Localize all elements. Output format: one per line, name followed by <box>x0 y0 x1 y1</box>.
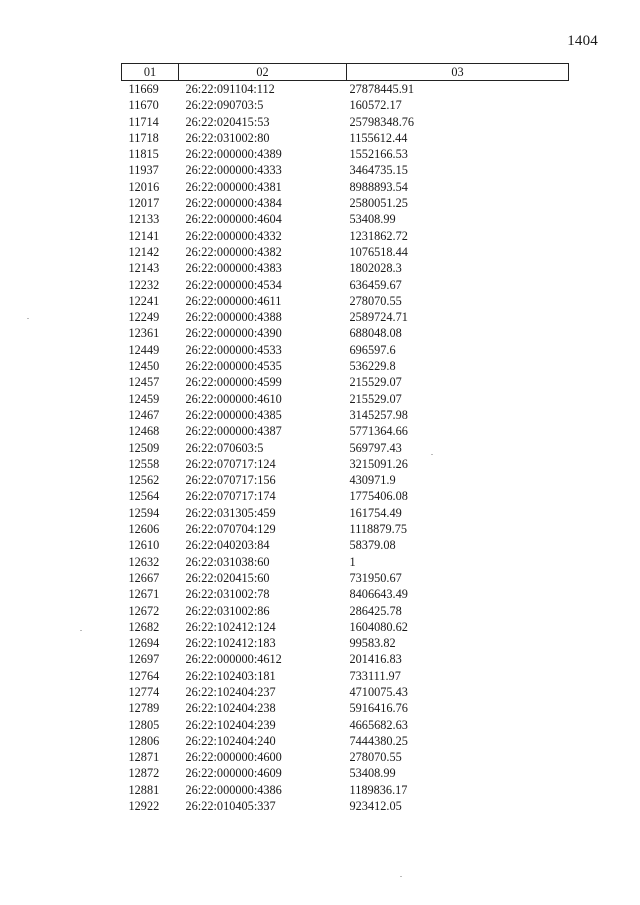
cell-id: 12449 <box>128 342 160 357</box>
cell-cadastral-number: 26:22:102404:237 <box>185 684 276 699</box>
cell-cadastral-number: 26:22:000000:4533 <box>185 342 282 357</box>
cell-id: 12764 <box>128 668 160 683</box>
table-row <box>122 651 569 667</box>
cell-cadastral-number: 26:22:000000:4333 <box>185 163 282 178</box>
table-row <box>122 733 569 749</box>
table-row <box>122 554 569 570</box>
cell-id: 12143 <box>128 261 160 276</box>
scan-speck <box>80 630 82 631</box>
cell-id: 12558 <box>128 456 160 471</box>
table-row <box>122 798 569 814</box>
cell-cadastral-number: 26:22:102404:239 <box>185 717 276 732</box>
cell-value: 8406643.49 <box>349 587 408 602</box>
cell-id: 12671 <box>128 587 160 602</box>
table-row <box>122 358 569 374</box>
cell-value: 215529.07 <box>349 375 402 390</box>
cell-value: 1552166.53 <box>349 147 408 162</box>
cell-value: 430971.9 <box>349 473 396 488</box>
table-row <box>122 114 569 130</box>
cell-id: 12133 <box>128 212 160 227</box>
cell-value: 5771364.66 <box>349 424 408 439</box>
data-table-container <box>121 63 568 814</box>
cell-value: 2589724.71 <box>349 310 408 325</box>
table-row <box>122 293 569 309</box>
cell-value: 1775406.08 <box>349 489 408 504</box>
cell-value: 923412.05 <box>349 799 402 814</box>
cell-cadastral-number: 26:22:000000:4604 <box>185 212 282 227</box>
cell-id: 12872 <box>128 766 160 781</box>
cell-value: 27878445.91 <box>349 82 415 96</box>
cell-cadastral-number: 26:22:000000:4384 <box>185 196 282 211</box>
cell-cadastral-number: 26:22:010405:337 <box>185 799 276 814</box>
cell-value: 286425.78 <box>349 603 402 618</box>
cell-value: 53408.99 <box>349 766 396 781</box>
cell-cadastral-number: 26:22:000000:4390 <box>185 326 282 341</box>
cell-value: 1604080.62 <box>349 619 408 634</box>
cell-value: 3464735.15 <box>349 163 408 178</box>
table-row <box>122 700 569 716</box>
cell-id: 12016 <box>128 179 160 194</box>
table-row <box>122 130 569 146</box>
cell-id: 12805 <box>128 717 160 732</box>
cell-cadastral-number: 26:22:070704:129 <box>185 522 276 537</box>
table-row <box>122 391 569 407</box>
cell-id: 12141 <box>128 228 160 243</box>
table-row <box>122 603 569 619</box>
cell-id: 12682 <box>128 619 160 634</box>
cell-id: 12881 <box>128 782 160 797</box>
cell-id: 12450 <box>128 359 160 374</box>
cell-cadastral-number: 26:22:102404:238 <box>185 701 276 716</box>
cell-id: 12871 <box>128 750 160 765</box>
table-row <box>122 717 569 733</box>
table-row <box>122 765 569 781</box>
cell-value: 3215091.26 <box>349 456 408 471</box>
cell-cadastral-number: 26:22:031002:80 <box>185 130 270 145</box>
table-row <box>122 211 569 227</box>
table-row <box>122 195 569 211</box>
cell-id: 12789 <box>128 701 160 716</box>
cell-cadastral-number: 26:22:020415:53 <box>185 114 270 129</box>
cell-id: 11937 <box>128 163 159 178</box>
cell-cadastral-number: 26:22:000000:4534 <box>185 277 282 292</box>
cell-id: 11669 <box>128 82 159 96</box>
cell-cadastral-number: 26:22:000000:4599 <box>185 375 282 390</box>
table-row <box>122 782 569 798</box>
cell-cadastral-number: 26:22:020415:60 <box>185 570 270 585</box>
table-row <box>122 423 569 439</box>
table-row <box>122 179 569 195</box>
cell-id: 12232 <box>128 277 160 292</box>
cell-value: 58379.08 <box>349 538 396 553</box>
cell-cadastral-number: 26:22:000000:4386 <box>185 782 282 797</box>
cell-cadastral-number: 26:22:031038:60 <box>185 554 270 569</box>
table-body <box>122 81 569 815</box>
cell-id: 12562 <box>128 473 160 488</box>
table-row <box>122 97 569 113</box>
cell-value: 278070.55 <box>349 750 402 765</box>
table-row <box>122 146 569 162</box>
scan-speck <box>400 876 402 877</box>
cell-value: 1118879.75 <box>349 522 407 537</box>
cell-cadastral-number: 26:22:070603:5 <box>185 440 264 455</box>
table-row <box>122 277 569 293</box>
cell-value: 160572.17 <box>349 98 402 113</box>
table-row <box>122 374 569 390</box>
cell-id: 11718 <box>128 130 159 145</box>
cell-value: 1802028.3 <box>349 261 402 276</box>
cell-value: 733111.97 <box>349 668 401 683</box>
cell-cadastral-number: 26:22:091104:112 <box>185 82 275 96</box>
table-row <box>122 309 569 325</box>
table-row <box>122 586 569 602</box>
cell-id: 12457 <box>128 375 160 390</box>
cell-value: 5916416.76 <box>349 701 408 716</box>
cell-value: 53408.99 <box>349 212 396 227</box>
cell-id: 12017 <box>128 196 160 211</box>
cell-cadastral-number: 26:22:000000:4383 <box>185 261 282 276</box>
cell-cadastral-number: 26:22:070717:174 <box>185 489 276 504</box>
cell-id: 12241 <box>128 293 160 308</box>
cell-id: 12610 <box>128 538 160 553</box>
cell-id: 12697 <box>128 652 160 667</box>
cell-value: 201416.83 <box>349 652 402 667</box>
cell-cadastral-number: 26:22:000000:4610 <box>185 391 282 406</box>
cell-id: 12667 <box>128 570 160 585</box>
table-row <box>122 228 569 244</box>
cell-cadastral-number: 26:22:000000:4387 <box>185 424 282 439</box>
cell-value: 278070.55 <box>349 293 402 308</box>
cell-value: 25798348.76 <box>349 114 415 129</box>
cell-cadastral-number: 26:22:000000:4388 <box>185 310 282 325</box>
table-header-row <box>122 64 569 81</box>
cell-cadastral-number: 26:22:000000:4612 <box>185 652 282 667</box>
cell-value: 569797.43 <box>349 440 402 455</box>
table-row <box>122 456 569 472</box>
cell-cadastral-number: 26:22:102412:183 <box>185 636 276 651</box>
cell-value: 1189836.17 <box>349 782 408 797</box>
column-header-02: 02 <box>179 64 347 81</box>
cell-id: 11815 <box>128 147 159 162</box>
table-row <box>122 570 569 586</box>
data-table <box>121 63 569 814</box>
cell-value: 4710075.43 <box>349 684 408 699</box>
cell-id: 12594 <box>128 505 160 520</box>
cell-cadastral-number: 26:22:000000:4600 <box>185 750 282 765</box>
cell-id: 12564 <box>128 489 160 504</box>
cell-id: 12922 <box>128 799 160 814</box>
cell-value: 161754.49 <box>349 505 402 520</box>
cell-id: 12672 <box>128 603 160 618</box>
cell-id: 12606 <box>128 522 160 537</box>
cell-id: 12509 <box>128 440 160 455</box>
cell-cadastral-number: 26:22:000000:4385 <box>185 407 282 422</box>
cell-value: 696597.6 <box>349 342 396 357</box>
cell-cadastral-number: 26:22:031002:86 <box>185 603 270 618</box>
cell-value: 636459.67 <box>349 277 402 292</box>
cell-cadastral-number: 26:22:040203:84 <box>185 538 270 553</box>
cell-value: 1155612.44 <box>349 130 408 145</box>
cell-id: 12632 <box>128 554 160 569</box>
cell-id: 12774 <box>128 684 160 699</box>
table-row <box>122 472 569 488</box>
cell-cadastral-number: 26:22:000000:4389 <box>185 147 282 162</box>
table-row <box>122 749 569 765</box>
cell-cadastral-number: 26:22:000000:4382 <box>185 244 282 259</box>
table-row <box>122 162 569 178</box>
cell-value: 215529.07 <box>349 391 402 406</box>
table-row <box>122 244 569 260</box>
cell-cadastral-number: 26:22:000000:4332 <box>185 228 282 243</box>
scan-speck <box>431 454 433 455</box>
page-number: 1404 <box>567 33 598 49</box>
cell-value: 4665682.63 <box>349 717 408 732</box>
cell-cadastral-number: 26:22:102412:124 <box>185 619 276 634</box>
table-row <box>122 81 569 98</box>
cell-value: 1 <box>349 554 356 569</box>
cell-cadastral-number: 26:22:102404:240 <box>185 733 276 748</box>
cell-value: 731950.67 <box>349 570 402 585</box>
cell-cadastral-number: 26:22:000000:4535 <box>185 359 282 374</box>
cell-cadastral-number: 26:22:000000:4609 <box>185 766 282 781</box>
cell-cadastral-number: 26:22:031305:459 <box>185 505 276 520</box>
cell-value: 536229.8 <box>349 359 396 374</box>
table-row <box>122 668 569 684</box>
table-row <box>122 342 569 358</box>
cell-id: 11670 <box>128 98 159 113</box>
cell-id: 12468 <box>128 424 160 439</box>
cell-value: 7444380.25 <box>349 733 408 748</box>
cell-cadastral-number: 26:22:000000:4381 <box>185 179 282 194</box>
cell-value: 3145257.98 <box>349 407 408 422</box>
cell-id: 12806 <box>128 733 160 748</box>
table-row <box>122 260 569 276</box>
table-row <box>122 619 569 635</box>
table-row <box>122 521 569 537</box>
cell-cadastral-number: 26:22:000000:4611 <box>185 293 282 308</box>
cell-id: 11714 <box>128 114 159 129</box>
cell-cadastral-number: 26:22:031002:78 <box>185 587 270 602</box>
column-header-03: 03 <box>347 64 569 81</box>
cell-cadastral-number: 26:22:102403:181 <box>185 668 276 683</box>
table-row <box>122 488 569 504</box>
table-row <box>122 684 569 700</box>
cell-id: 12694 <box>128 636 160 651</box>
cell-id: 12249 <box>128 310 160 325</box>
cell-id: 12142 <box>128 244 160 259</box>
cell-value: 2580051.25 <box>349 196 408 211</box>
cell-value: 8988893.54 <box>349 179 408 194</box>
cell-value: 99583.82 <box>349 636 396 651</box>
column-header-01: 01 <box>122 64 179 81</box>
cell-value: 1076518.44 <box>349 244 408 259</box>
table-header <box>122 64 569 81</box>
table-row <box>122 537 569 553</box>
cell-cadastral-number: 26:22:090703:5 <box>185 98 264 113</box>
table-row <box>122 440 569 456</box>
cell-value: 1231862.72 <box>349 228 408 243</box>
table-row <box>122 407 569 423</box>
scan-speck <box>27 318 29 319</box>
cell-cadastral-number: 26:22:070717:156 <box>185 473 276 488</box>
cell-id: 12459 <box>128 391 160 406</box>
cell-id: 12361 <box>128 326 160 341</box>
cell-id: 12467 <box>128 407 160 422</box>
cell-cadastral-number: 26:22:070717:124 <box>185 456 276 471</box>
table-row <box>122 325 569 341</box>
table-row <box>122 505 569 521</box>
table-row <box>122 635 569 651</box>
cell-value: 688048.08 <box>349 326 402 341</box>
